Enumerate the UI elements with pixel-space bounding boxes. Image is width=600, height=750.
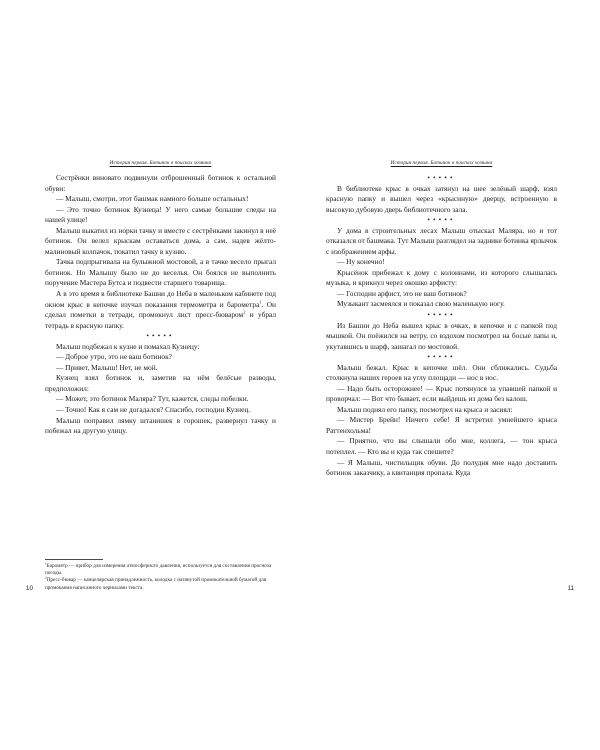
paragraph: — Ну конечно! [337,257,385,267]
paragraph: — Малыш, смотри, этот башмак намного больше остальных! [56,194,249,204]
paragraph: — Надо быть осторожнее! — Крыс потянулся за упавшей папкой и проворчал: — Вот что бывает, если выйдешь из дома без калош. [326,383,557,404]
section-separator [45,331,276,342]
footnote-paragraph-part-3: и убрал тетрадь в красную папку. [45,310,276,330]
separator-dot: • [163,331,169,341]
footnote-marker-1: 1 [259,299,262,305]
footnote-number: 1 [45,561,47,566]
separator-dot: • [168,331,175,341]
footnote-item [45,563,276,578]
footnote-item [45,577,276,592]
paragraph: — Это точно ботинок Кузнеца! У него самые большие следы на нашей улице! [45,204,276,225]
separator-dot: • [438,215,445,225]
paragraph: Тачка подпрыгивала на булыжной мостовой, а в тачке весело прыгал ботинок. Но Малышу было не до веселья. Он боялся не выполнить поручение Мастера Бутса и подвести старшего товарища. [45,257,276,288]
separator-dot: • [444,215,450,225]
footnote-marker-2: 2 [243,309,246,315]
right-page-body [326,173,557,479]
footnote-paragraph-part-1: А в это время в библиотеке Башни до Неба в маленьком кабинете под окном крыс в кепочке изучал показания термометра и барометра [45,289,276,309]
separator-dot: • [433,173,439,182]
left-page-body [45,173,276,437]
separator-dot: • [444,352,450,362]
paragraph: Малыш выкатил из норки тачку и вместе с сестрёнками закинул в неё ботинок. Он велел крыскам оставаться дома, а сам, надев жёлто-малиновый колпачок, покатил тачку в кузню. [45,225,276,256]
separator-dot: • [427,215,434,225]
separator-dot: • [444,173,450,182]
paragraph: Сестрёнки виновато подвинули отброшенный ботинок к остальной обуви: [45,173,276,193]
paragraph: — Может, это ботинок Маляра? Тут, кажется, следы побелки. [56,394,249,404]
paragraph: Малыш подбежал к кузне и помахал Кузнецу: [56,341,200,351]
separator-dot: • [449,215,456,225]
paragraph: — Господин арфист, это не ваш ботинок? [337,288,467,298]
footnotes-block [45,559,276,592]
separator-dot: • [444,310,450,320]
paragraph: Крысёнок прибежал к дому с колоннами, из которого слышалась музыка, и крикнул через окошко арфисту: [326,267,557,288]
page-number-right: 11 [567,585,574,592]
separator-dot: • [157,331,164,341]
separator-dot: • [438,173,445,182]
section-separator [326,215,557,226]
separator-dot: • [449,173,456,182]
paragraph: В библиотеке крыс в очках затянул на шее зелёный шарф, взял красную папку и вышел через «крысиную» дверцу, встроенную в высокую дубовую дверь библиотечного зала. [326,183,557,214]
separator-dot: • [449,310,456,320]
footnote-paragraph-part-2: . Он сделал пометки в тетради, промокнул лист пресс-бюваром [45,299,276,320]
separator-dot: • [433,352,439,362]
separator-dot: • [449,352,456,362]
paragraph: Из Башни до Неба вышел крыс в очках, в кепочке и с папкой под мышкой. Он поёжился на ветру, со вздохом посмотрел на босые лапы и, укутавшись в шарф, зашагал по мостовой. [326,320,557,351]
separator-dot: • [438,352,445,362]
paragraph: Музыкант засмеялся и показал свою маленькую ногу. [337,299,505,309]
paragraph: Кузнец взял ботинок и, заметив на нём белёсые разводы, предположил: [45,373,276,393]
footnote-separator-rule [45,559,103,560]
paragraph: Малыш поднял его папку, посмотрел на крыса и засиял: [337,404,513,414]
separator-dot: • [433,310,439,320]
running-head: История первая. Ботинок в поисках хозяина [109,160,212,166]
separator-dot: • [433,215,439,225]
separator-dot: • [427,352,434,362]
paragraph: Малыш поправил лямку штанишек в горошек, развернул тачку и побежал на другую улицу. [45,415,276,436]
separator-dot: • [146,331,153,341]
section-separator [326,352,557,363]
paragraph: — Привет, Малыш! Нет, не мой. [56,362,158,372]
right-page-content [326,160,557,592]
footnote-number: 2 [45,575,47,580]
right-page [300,0,600,750]
footnote-text: Пресс-бювар — канцелярская принадлежность, колодка с натянутой промокательной бумагой для промокания написанного чернилами текста. [45,577,267,591]
paragraph: — Доброе утро, это не ваш ботинок? [56,352,172,362]
separator-dot: • [438,310,445,320]
paragraph: — Приятно, что вы слышали обо мне, коллега, — тон крыса потеплел. — Кто вы и куда так спешите? [326,436,557,457]
paragraph: У дома в строительных лесах Малыш отыскал Маляра, но и тот отказался от башмака. Тут Малыш разглядел на заднике ботинка ярлычок с изображением арфы. [326,225,557,256]
section-separator [326,310,557,321]
left-page-content [45,160,276,592]
paragraph-with-footnote-markers [45,289,276,331]
paragraph: — Мистер Брейн! Ничего себе! Я встретил умнейшего крыса Раттенхольма! [326,415,557,435]
separator-dot: • [427,310,434,320]
paragraph: — Я Малыш, чистильщик обуви. До полудня мне надо доставить ботинок заказчику, а квитанция пропала. Куда [326,457,557,478]
paragraph: Малыш бежал. Крыс в кепочке шёл. Они сближались. Судьба столкнула наших героев на углу площади — нос в нос. [326,362,557,383]
page-number-left: 10 [26,585,33,592]
section-separator [326,173,557,184]
separator-dot: • [427,173,434,182]
paragraph: — Точно! Как я сам не догадался? Спасибо, господин Кузнец. [56,404,251,414]
footnote-text: Барометр — прибор для измерения атмосферного давления, используется для составления прогноза погоды. [45,562,272,577]
running-head: История первая. Ботинок в поисках хозяина [390,160,493,166]
separator-dot: • [152,331,158,341]
